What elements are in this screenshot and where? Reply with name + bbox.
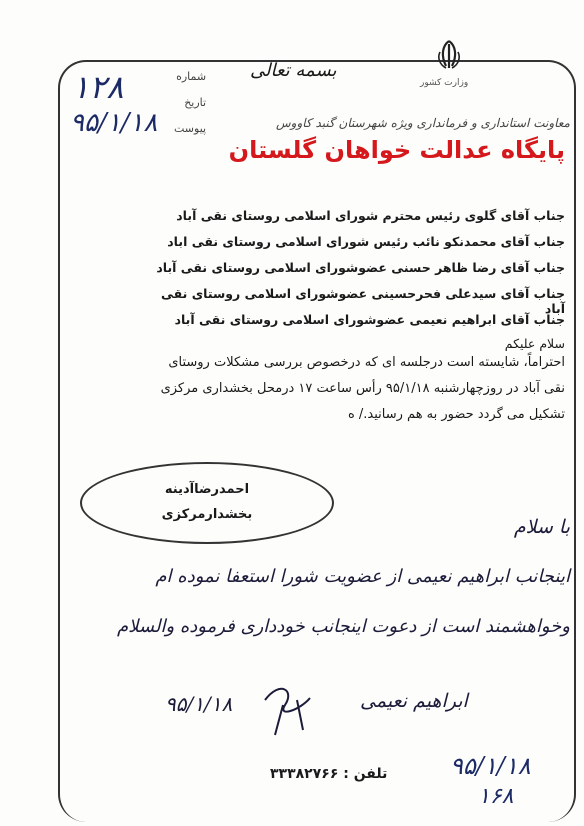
handwritten-reference-number: ۱۲۸ [72,68,124,106]
body-line: تشکیل می گردد حضور به هم رسانید./ ه [347,407,565,422]
besmellah-heading: بسمه تعالی [250,60,337,81]
handwritten-footer-date: ۹۵/۱/۱۸ [450,752,531,780]
telephone-label: تلفن : [343,766,388,782]
reference-labels [174,64,206,142]
letter-body [70,350,565,428]
signatory-title: بخشدارمرکزی [161,507,253,522]
handwritten-signature-icon [255,670,325,740]
greeting: سلام علیکم [504,336,565,351]
handwritten-note-line: اینجانب ابراهیم نعیمی از عضویت شورا استعفا نموده ام [155,566,570,587]
addressee-line: جناب آقای ابراهیم نعیمی عضوشورای اسلامی روستای نقی آباد [174,312,565,327]
addressee-line: جناب آقای گلوی رئیس محترم شورای اسلامی روستای نقی آباد [176,208,565,223]
addressee-line: جناب آقای رضا ظاهر حسنی عضوشورای اسلامی روستای نقی آباد [156,260,565,275]
handwritten-reference-date: ۹۵/۱/۱۸ [70,108,158,138]
office-subtitle: معاونت استانداری و فرمانداری ویژه شهرستان گنبد کاووس [276,116,570,130]
body-line: نقی آباد در روزچهارشنبه ۹۵/۱/۱۸ رأس ساعت ۱۷ درمحل بخشداری مرکزی [160,381,565,396]
number-label: شماره [176,70,207,83]
ministry-label: وزارت کشور [420,78,469,88]
telephone-number: ۳۳۳۸۲۷۶۶ [270,766,339,782]
telephone [270,766,387,782]
iran-emblem-icon [432,38,466,72]
watermark-banner: پایگاه عدالت خواهان گلستان [228,136,565,164]
signatory-name: احمدرضاآدینه [164,482,250,497]
handwritten-greeting: با سلام [513,516,570,538]
handwritten-note-line: وخواهشمند است از دعوت اینجانب خودداری فرموده والسلام [117,616,570,637]
attachment-label: پیوست [174,122,207,135]
body-line: احتراماً، شایسته است درجلسه ای که درخصوص بررسی مشکلات روستای [168,355,565,370]
handwritten-footer-number: ۱۶۸ [478,784,514,809]
addressee-line: جناب آقای سیدعلی فحرحسینی عضوشورای اسلامی روستای نقی آباد [161,286,565,316]
handwritten-signer-name: ابراهیم نعیمی [360,690,468,712]
handwritten-note-date: ۹۵/۱/۱۸ [165,692,233,716]
date-label: تاریخ [184,96,207,109]
addressee-line: جناب آقای محمدنکو نائب رئیس شورای اسلامی روستای نقی اباد [167,234,565,249]
